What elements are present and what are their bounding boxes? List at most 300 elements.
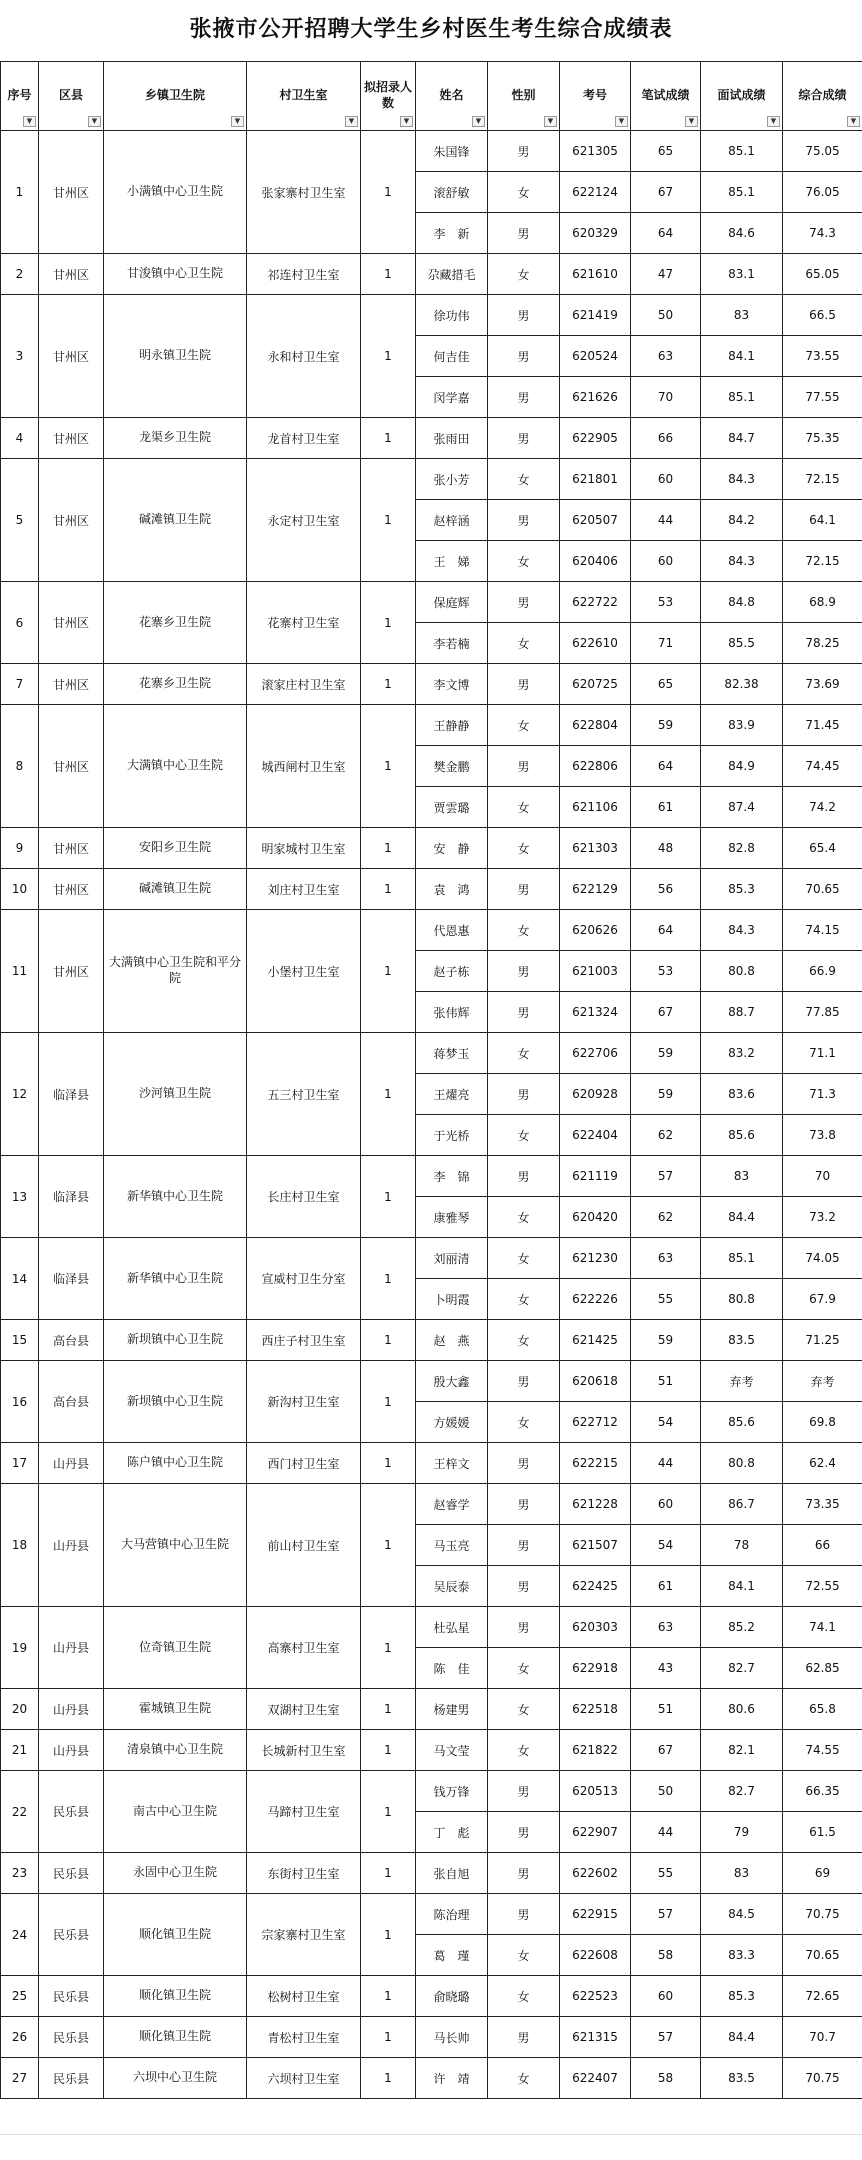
village-clinic-cell: 西门村卫生室 <box>247 1443 361 1484</box>
county-cell: 山丹县 <box>39 1689 104 1730</box>
written-score-cell: 63 <box>631 1238 701 1279</box>
exam-id-cell: 622918 <box>560 1648 631 1689</box>
total-score-cell: 74.3 <box>783 213 862 254</box>
table-row <box>1 1607 862 1648</box>
column-header <box>361 62 416 131</box>
exam-id-cell: 621228 <box>560 1484 631 1525</box>
quota-cell: 1 <box>361 1320 416 1361</box>
total-score-cell: 70 <box>783 1156 862 1197</box>
gender-cell: 女 <box>488 787 560 828</box>
written-score-cell: 64 <box>631 213 701 254</box>
interview-score-cell: 88.7 <box>701 992 783 1033</box>
gender-cell: 女 <box>488 1730 560 1771</box>
table-row <box>1 459 862 500</box>
township-hospital-cell: 顺化镇卫生院 <box>104 1894 247 1976</box>
interview-score-cell: 84.8 <box>701 582 783 623</box>
gender-cell: 女 <box>488 1976 560 2017</box>
column-header-label: 综合成绩 <box>798 88 846 102</box>
county-cell: 民乐县 <box>39 1976 104 2017</box>
total-score-cell: 72.15 <box>783 541 862 582</box>
written-score-cell: 70 <box>631 377 701 418</box>
table-row <box>1 705 862 746</box>
written-score-cell: 57 <box>631 1156 701 1197</box>
name-cell: 张伟辉 <box>416 992 488 1033</box>
name-cell: 赵梓涵 <box>416 500 488 541</box>
name-cell: 康雅琴 <box>416 1197 488 1238</box>
interview-score-cell: 83.3 <box>701 1935 783 1976</box>
exam-id-cell: 622215 <box>560 1443 631 1484</box>
interview-score-cell: 84.5 <box>701 1894 783 1935</box>
gender-cell: 女 <box>488 910 560 951</box>
exam-id-cell: 622806 <box>560 746 631 787</box>
exam-id-cell: 620618 <box>560 1361 631 1402</box>
written-score-cell: 67 <box>631 172 701 213</box>
column-header <box>783 62 862 131</box>
written-score-cell: 53 <box>631 951 701 992</box>
interview-score-cell: 82.7 <box>701 1648 783 1689</box>
quota-cell: 1 <box>361 1730 416 1771</box>
exam-id-cell: 621003 <box>560 951 631 992</box>
exam-id-cell: 621315 <box>560 2017 631 2058</box>
column-header-label: 性别 <box>511 88 535 102</box>
name-cell: 朱国锋 <box>416 131 488 172</box>
written-score-cell: 48 <box>631 828 701 869</box>
written-score-cell: 59 <box>631 705 701 746</box>
name-cell: 马长帅 <box>416 2017 488 2058</box>
interview-score-cell: 78 <box>701 1525 783 1566</box>
interview-score-cell: 83.5 <box>701 1320 783 1361</box>
total-score-cell: 71.45 <box>783 705 862 746</box>
interview-score-cell: 84.3 <box>701 459 783 500</box>
name-cell: 袁 鸿 <box>416 869 488 910</box>
seq-cell: 7 <box>1 664 39 705</box>
column-header <box>631 62 701 131</box>
quota-cell: 1 <box>361 1238 416 1320</box>
county-cell: 甘州区 <box>39 418 104 459</box>
seq-cell: 4 <box>1 418 39 459</box>
total-score-cell: 65.4 <box>783 828 862 869</box>
name-cell: 赵 燕 <box>416 1320 488 1361</box>
county-cell: 甘州区 <box>39 910 104 1033</box>
name-cell: 滚舒敏 <box>416 172 488 213</box>
total-score-cell: 73.2 <box>783 1197 862 1238</box>
written-score-cell: 44 <box>631 1812 701 1853</box>
quota-cell: 1 <box>361 582 416 664</box>
interview-score-cell: 83.1 <box>701 254 783 295</box>
total-score-cell: 73.8 <box>783 1115 862 1156</box>
quota-cell: 1 <box>361 1771 416 1853</box>
written-score-cell: 61 <box>631 787 701 828</box>
written-score-cell: 64 <box>631 910 701 951</box>
total-score-cell: 78.25 <box>783 623 862 664</box>
quota-cell: 1 <box>361 869 416 910</box>
filter-dropdown-icon[interactable]: ▼ <box>767 116 780 127</box>
name-cell: 徐功伟 <box>416 295 488 336</box>
total-score-cell: 70.7 <box>783 2017 862 2058</box>
column-header <box>247 62 361 131</box>
written-score-cell: 59 <box>631 1074 701 1115</box>
name-cell: 钱万锋 <box>416 1771 488 1812</box>
interview-score-cell: 85.3 <box>701 869 783 910</box>
total-score-cell: 74.55 <box>783 1730 862 1771</box>
exam-id-cell: 622518 <box>560 1689 631 1730</box>
name-cell: 张雨田 <box>416 418 488 459</box>
seq-cell: 12 <box>1 1033 39 1156</box>
table-row <box>1 664 862 705</box>
filter-dropdown-icon[interactable]: ▼ <box>544 116 557 127</box>
township-hospital-cell: 碱滩镇卫生院 <box>104 459 247 582</box>
village-clinic-cell: 西庄子村卫生室 <box>247 1320 361 1361</box>
village-clinic-cell: 刘庄村卫生室 <box>247 869 361 910</box>
total-score-cell: 70.75 <box>783 1894 862 1935</box>
village-clinic-cell: 六坝村卫生室 <box>247 2058 361 2099</box>
total-score-cell: 71.3 <box>783 1074 862 1115</box>
township-hospital-cell: 清泉镇中心卫生院 <box>104 1730 247 1771</box>
village-clinic-cell: 长城新村卫生室 <box>247 1730 361 1771</box>
village-clinic-cell: 宣威村卫生分室 <box>247 1238 361 1320</box>
written-score-cell: 58 <box>631 2058 701 2099</box>
column-header-label: 拟招录人数 <box>364 80 412 110</box>
written-score-cell: 56 <box>631 869 701 910</box>
written-score-cell: 62 <box>631 1197 701 1238</box>
interview-score-cell: 83 <box>701 1156 783 1197</box>
written-score-cell: 61 <box>631 1566 701 1607</box>
gender-cell: 男 <box>488 746 560 787</box>
written-score-cell: 55 <box>631 1853 701 1894</box>
total-score-cell: 75.05 <box>783 131 862 172</box>
township-hospital-cell: 陈户镇中心卫生院 <box>104 1443 247 1484</box>
total-score-cell: 74.05 <box>783 1238 862 1279</box>
interview-score-cell: 84.6 <box>701 213 783 254</box>
interview-score-cell: 84.3 <box>701 541 783 582</box>
name-cell: 马文莹 <box>416 1730 488 1771</box>
gender-cell: 男 <box>488 1443 560 1484</box>
name-cell: 闵学嘉 <box>416 377 488 418</box>
township-hospital-cell: 花寨乡卫生院 <box>104 664 247 705</box>
written-score-cell: 65 <box>631 131 701 172</box>
village-clinic-cell: 马蹄村卫生室 <box>247 1771 361 1853</box>
interview-score-cell: 84.9 <box>701 746 783 787</box>
filter-dropdown-icon[interactable]: ▼ <box>231 116 244 127</box>
interview-score-cell: 87.4 <box>701 787 783 828</box>
total-score-cell: 72.55 <box>783 1566 862 1607</box>
exam-id-cell: 621801 <box>560 459 631 500</box>
gender-cell: 女 <box>488 1238 560 1279</box>
total-score-cell: 70.65 <box>783 1935 862 1976</box>
township-hospital-cell: 碱滩镇卫生院 <box>104 869 247 910</box>
total-score-cell: 73.69 <box>783 664 862 705</box>
gender-cell: 男 <box>488 582 560 623</box>
name-cell: 刘丽清 <box>416 1238 488 1279</box>
interview-score-cell: 85.5 <box>701 623 783 664</box>
table-row <box>1 828 862 869</box>
exam-id-cell: 621507 <box>560 1525 631 1566</box>
filter-dropdown-icon[interactable]: ▼ <box>88 116 101 127</box>
township-hospital-cell: 新华镇中心卫生院 <box>104 1238 247 1320</box>
county-cell: 临泽县 <box>39 1238 104 1320</box>
exam-id-cell: 621119 <box>560 1156 631 1197</box>
exam-id-cell: 620626 <box>560 910 631 951</box>
interview-score-cell: 80.6 <box>701 1689 783 1730</box>
exam-id-cell: 622907 <box>560 1812 631 1853</box>
table-body <box>1 131 862 2099</box>
total-score-cell: 73.55 <box>783 336 862 377</box>
exam-id-cell: 622523 <box>560 1976 631 2017</box>
total-score-cell: 65.8 <box>783 1689 862 1730</box>
county-cell: 甘州区 <box>39 295 104 418</box>
table-row <box>1 254 862 295</box>
exam-id-cell: 622404 <box>560 1115 631 1156</box>
total-score-cell: 66 <box>783 1525 862 1566</box>
gender-cell: 男 <box>488 1812 560 1853</box>
gender-cell: 男 <box>488 951 560 992</box>
exam-id-cell: 621106 <box>560 787 631 828</box>
exam-id-cell: 620406 <box>560 541 631 582</box>
exam-id-cell: 622129 <box>560 869 631 910</box>
seq-cell: 19 <box>1 1607 39 1689</box>
county-cell: 民乐县 <box>39 2058 104 2099</box>
county-cell: 甘州区 <box>39 828 104 869</box>
county-cell: 甘州区 <box>39 664 104 705</box>
written-score-cell: 60 <box>631 1484 701 1525</box>
filter-dropdown-icon[interactable]: ▼ <box>615 116 628 127</box>
name-cell: 丁 彪 <box>416 1812 488 1853</box>
table-row <box>1 1771 862 1812</box>
gender-cell: 女 <box>488 254 560 295</box>
table-row <box>1 1894 862 1935</box>
gender-cell: 女 <box>488 1320 560 1361</box>
name-cell: 樊金鹏 <box>416 746 488 787</box>
written-score-cell: 64 <box>631 746 701 787</box>
interview-score-cell: 83.6 <box>701 1074 783 1115</box>
village-clinic-cell: 龙首村卫生室 <box>247 418 361 459</box>
gender-cell: 女 <box>488 2058 560 2099</box>
interview-score-cell: 86.7 <box>701 1484 783 1525</box>
total-score-cell: 77.85 <box>783 992 862 1033</box>
name-cell: 李若楠 <box>416 623 488 664</box>
name-cell: 王 娣 <box>416 541 488 582</box>
written-score-cell: 57 <box>631 2017 701 2058</box>
column-header-label: 考号 <box>583 88 607 102</box>
name-cell: 吴辰泰 <box>416 1566 488 1607</box>
village-clinic-cell: 滚家庄村卫生室 <box>247 664 361 705</box>
interview-score-cell: 84.3 <box>701 910 783 951</box>
exam-id-cell: 622706 <box>560 1033 631 1074</box>
table-row <box>1 582 862 623</box>
seq-cell: 24 <box>1 1894 39 1976</box>
gender-cell: 女 <box>488 172 560 213</box>
written-score-cell: 65 <box>631 664 701 705</box>
gender-cell: 女 <box>488 623 560 664</box>
filter-dropdown-icon[interactable]: ▼ <box>400 116 413 127</box>
gender-cell: 男 <box>488 1566 560 1607</box>
written-score-cell: 53 <box>631 582 701 623</box>
village-clinic-cell: 五三村卫生室 <box>247 1033 361 1156</box>
township-hospital-cell: 南古中心卫生院 <box>104 1771 247 1853</box>
county-cell: 民乐县 <box>39 1853 104 1894</box>
written-score-cell: 58 <box>631 1935 701 1976</box>
name-cell: 张自旭 <box>416 1853 488 1894</box>
township-hospital-cell: 沙河镇卫生院 <box>104 1033 247 1156</box>
township-hospital-cell: 明永镇卫生院 <box>104 295 247 418</box>
township-hospital-cell: 位奇镇卫生院 <box>104 1607 247 1689</box>
total-score-cell: 66.9 <box>783 951 862 992</box>
quota-cell: 1 <box>361 705 416 828</box>
gender-cell: 男 <box>488 1894 560 1935</box>
name-cell: 贾雲璐 <box>416 787 488 828</box>
gender-cell: 男 <box>488 377 560 418</box>
exam-id-cell: 621230 <box>560 1238 631 1279</box>
exam-id-cell: 622905 <box>560 418 631 459</box>
total-score-cell: 74.1 <box>783 1607 862 1648</box>
total-score-cell: 65.05 <box>783 254 862 295</box>
interview-score-cell: 83 <box>701 1853 783 1894</box>
village-clinic-cell: 祁连村卫生室 <box>247 254 361 295</box>
quota-cell: 1 <box>361 459 416 582</box>
gender-cell: 男 <box>488 869 560 910</box>
interview-score-cell: 80.8 <box>701 951 783 992</box>
gender-cell: 女 <box>488 1402 560 1443</box>
exam-id-cell: 622804 <box>560 705 631 746</box>
table-row <box>1 2017 862 2058</box>
village-clinic-cell: 高寨村卫生室 <box>247 1607 361 1689</box>
gender-cell: 女 <box>488 459 560 500</box>
filter-dropdown-icon[interactable]: ▼ <box>685 116 698 127</box>
gender-cell: 女 <box>488 1115 560 1156</box>
page-title: 张掖市公开招聘大学生乡村医生考生综合成绩表 <box>0 12 862 43</box>
written-score-cell: 66 <box>631 418 701 459</box>
name-cell: 保庭辉 <box>416 582 488 623</box>
column-header-label: 村卫生室 <box>279 88 327 102</box>
quota-cell: 1 <box>361 1976 416 2017</box>
filter-dropdown-icon[interactable]: ▼ <box>472 116 485 127</box>
name-cell: 李 新 <box>416 213 488 254</box>
quota-cell: 1 <box>361 1361 416 1443</box>
gender-cell: 男 <box>488 1771 560 1812</box>
total-score-cell: 77.55 <box>783 377 862 418</box>
total-score-cell: 62.4 <box>783 1443 862 1484</box>
township-hospital-cell: 龙渠乡卫生院 <box>104 418 247 459</box>
seq-cell: 8 <box>1 705 39 828</box>
quota-cell: 1 <box>361 1484 416 1607</box>
written-score-cell: 55 <box>631 1279 701 1320</box>
interview-score-cell: 83.2 <box>701 1033 783 1074</box>
column-header <box>560 62 631 131</box>
gender-cell: 女 <box>488 1279 560 1320</box>
village-clinic-cell: 东街村卫生室 <box>247 1853 361 1894</box>
interview-score-cell: 84.4 <box>701 2017 783 2058</box>
village-clinic-cell: 宗家寨村卫生室 <box>247 1894 361 1976</box>
quota-cell: 1 <box>361 131 416 254</box>
interview-score-cell: 84.2 <box>701 500 783 541</box>
written-score-cell: 60 <box>631 1976 701 2017</box>
interview-score-cell: 85.1 <box>701 377 783 418</box>
written-score-cell: 71 <box>631 623 701 664</box>
township-hospital-cell: 永固中心卫生院 <box>104 1853 247 1894</box>
table-row <box>1 1238 862 1279</box>
written-score-cell: 47 <box>631 254 701 295</box>
column-header-label: 笔试成绩 <box>641 88 689 102</box>
name-cell: 殷大鑫 <box>416 1361 488 1402</box>
gender-cell: 女 <box>488 1935 560 1976</box>
written-score-cell: 44 <box>631 1443 701 1484</box>
name-cell: 张小芳 <box>416 459 488 500</box>
seq-cell: 3 <box>1 295 39 418</box>
exam-id-cell: 620303 <box>560 1607 631 1648</box>
village-clinic-cell: 松树村卫生室 <box>247 1976 361 2017</box>
quota-cell: 1 <box>361 1894 416 1976</box>
gender-cell: 女 <box>488 1689 560 1730</box>
interview-score-cell: 82.1 <box>701 1730 783 1771</box>
township-hospital-cell: 大满镇中心卫生院 <box>104 705 247 828</box>
exam-id-cell: 621303 <box>560 828 631 869</box>
exam-id-cell: 620329 <box>560 213 631 254</box>
seq-cell: 20 <box>1 1689 39 1730</box>
written-score-cell: 63 <box>631 336 701 377</box>
filter-dropdown-icon[interactable]: ▼ <box>23 116 36 127</box>
gender-cell: 女 <box>488 1648 560 1689</box>
table-row <box>1 1853 862 1894</box>
exam-id-cell: 622608 <box>560 1935 631 1976</box>
interview-score-cell: 83 <box>701 295 783 336</box>
name-cell: 杨建男 <box>416 1689 488 1730</box>
total-score-cell: 75.35 <box>783 418 862 459</box>
table-row <box>1 1033 862 1074</box>
quota-cell: 1 <box>361 664 416 705</box>
exam-id-cell: 621419 <box>560 295 631 336</box>
written-score-cell: 57 <box>631 1894 701 1935</box>
township-hospital-cell: 大满镇中心卫生院和平分院 <box>104 910 247 1033</box>
written-score-cell: 67 <box>631 1730 701 1771</box>
exam-id-cell: 622610 <box>560 623 631 664</box>
table-row <box>1 131 862 172</box>
gender-cell: 女 <box>488 828 560 869</box>
total-score-cell: 71.1 <box>783 1033 862 1074</box>
column-header-label: 区县 <box>59 88 83 102</box>
table-row <box>1 1484 862 1525</box>
gender-cell: 男 <box>488 213 560 254</box>
total-score-cell: 74.2 <box>783 787 862 828</box>
county-cell: 临泽县 <box>39 1033 104 1156</box>
written-score-cell: 54 <box>631 1525 701 1566</box>
total-score-cell: 76.05 <box>783 172 862 213</box>
exam-id-cell: 622602 <box>560 1853 631 1894</box>
total-score-cell: 弃考 <box>783 1361 862 1402</box>
total-score-cell: 74.15 <box>783 910 862 951</box>
name-cell: 于光桥 <box>416 1115 488 1156</box>
written-score-cell: 59 <box>631 1320 701 1361</box>
name-cell: 葛 瑾 <box>416 1935 488 1976</box>
table-row <box>1 295 862 336</box>
table-row <box>1 1976 862 2017</box>
table-row <box>1 1320 862 1361</box>
gender-cell: 男 <box>488 1853 560 1894</box>
village-clinic-cell: 青松村卫生室 <box>247 2017 361 2058</box>
township-hospital-cell: 安阳乡卫生院 <box>104 828 247 869</box>
filter-dropdown-icon[interactable]: ▼ <box>847 116 860 127</box>
total-score-cell: 68.9 <box>783 582 862 623</box>
township-hospital-cell: 花寨乡卫生院 <box>104 582 247 664</box>
name-cell: 赵子栋 <box>416 951 488 992</box>
seq-cell: 21 <box>1 1730 39 1771</box>
township-hospital-cell: 新坝镇中心卫生院 <box>104 1361 247 1443</box>
township-hospital-cell: 六坝中心卫生院 <box>104 2058 247 2099</box>
filter-dropdown-icon[interactable]: ▼ <box>345 116 358 127</box>
gender-cell: 男 <box>488 2017 560 2058</box>
interview-score-cell: 85.1 <box>701 131 783 172</box>
interview-score-cell: 83.9 <box>701 705 783 746</box>
village-clinic-cell: 永和村卫生室 <box>247 295 361 418</box>
